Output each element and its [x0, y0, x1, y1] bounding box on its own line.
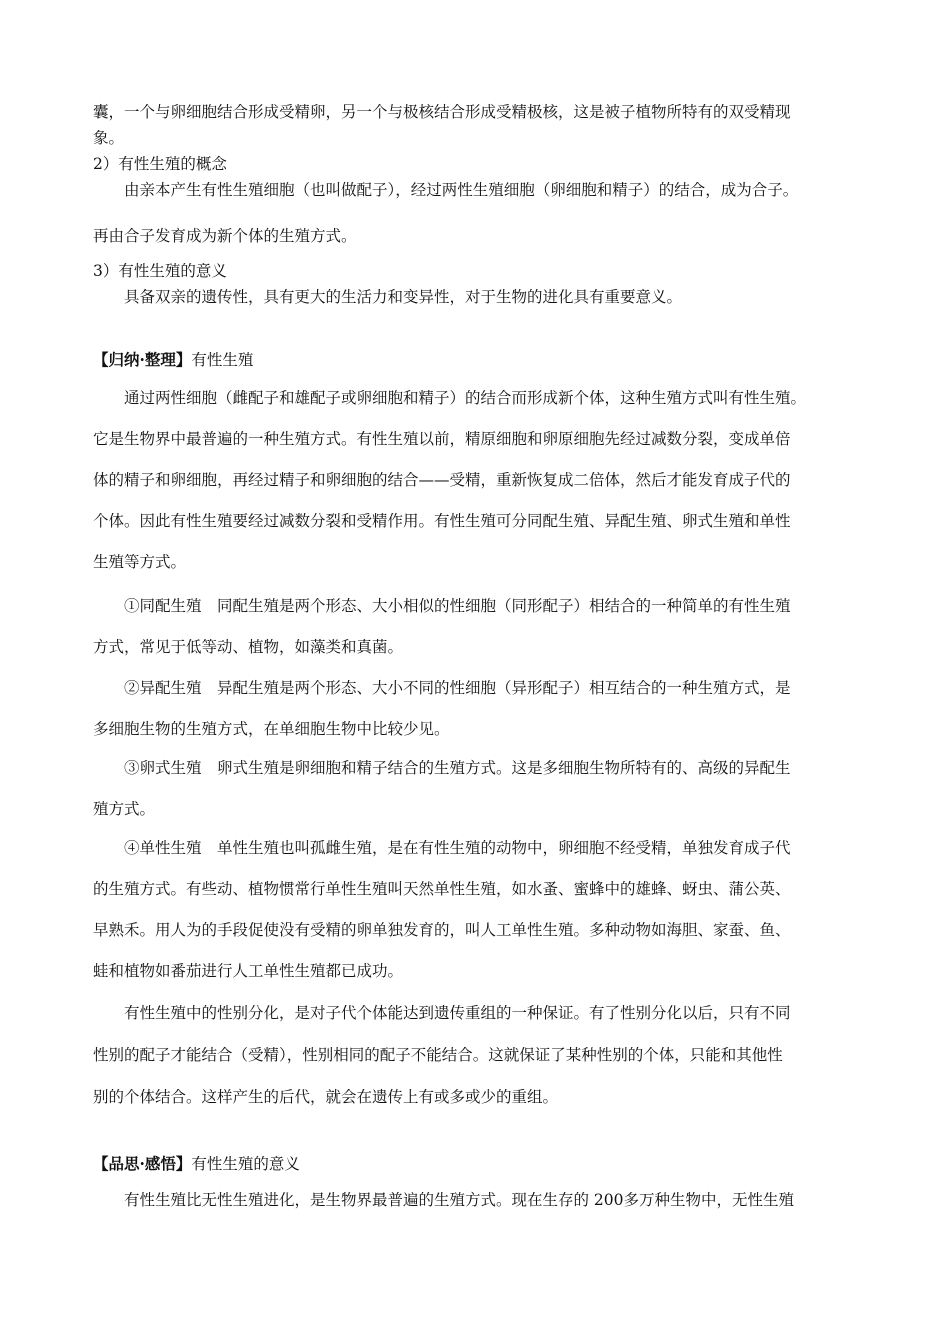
list-item: ②异配生殖 异配生殖是两个形态、大小不同的性细胞（异形配子）相互结合的一种生殖方式，是: [124, 679, 791, 697]
section-heading: 2）有性生殖的概念: [93, 155, 227, 173]
list-item: 的生殖方式。有些动、植物惯常行单性生殖叫天然单性生殖，如水蚤、蜜蜂中的雄蜂、蚜虫、蒲公英、: [93, 880, 791, 898]
body-text: 性别的配子才能结合（受精），性别相同的配子不能结合。这就保证了某种性别的个体，只能和其他性: [93, 1046, 783, 1064]
body-text: 有性生殖中的性别分化，是对子代个体能达到遗传重组的一种保证。有了性别分化以后，只有不同: [124, 1004, 791, 1022]
list-item: ③卵式生殖 卵式生殖是卵细胞和精子结合的生殖方式。这是多细胞生物所特有的、高级的异配生: [124, 759, 791, 777]
body-text: 个体。因此有性生殖要经过减数分裂和受精作用。有性生殖可分同配生殖、异配生殖、卵式生殖和单性: [93, 512, 791, 530]
body-text: 具备双亲的遗传性，具有更大的生活力和变异性，对于生物的进化具有重要意义。: [124, 288, 683, 306]
section-heading: 3）有性生殖的意义: [93, 262, 227, 280]
reflection-tag: 【品思·感悟】: [93, 1154, 192, 1173]
body-text: 象。: [93, 129, 125, 147]
list-item: 蛙和植物如番茄进行人工单性生殖都已成功。: [93, 962, 404, 980]
body-text: 有性生殖比无性生殖进化，是生物界最普遍的生殖方式。现在生存的 200多万种生物中，无性生殖: [124, 1191, 795, 1209]
body-text: 再由合子发育成为新个体的生殖方式。: [93, 227, 357, 245]
summary-tag: 【归纳·整理】: [93, 350, 192, 369]
list-item: ④单性生殖 单性生殖也叫孤雌生殖，是在有性生殖的动物中，卵细胞不经受精，单独发育成子代: [124, 839, 791, 857]
summary-title: 有性生殖: [191, 351, 254, 369]
reflection-title: 有性生殖的意义: [191, 1155, 300, 1173]
body-text: 囊，一个与卵细胞结合形成受精卵，另一个与极核结合形成受精极核，这是被子植物所特有的双受精现: [93, 103, 791, 121]
body-text: 通过两性细胞（雌配子和雄配子或卵细胞和精子）的结合而形成新个体，这种生殖方式叫有性生殖。: [124, 389, 807, 407]
reflection-heading: [93, 1154, 300, 1174]
summary-heading: [93, 350, 253, 370]
list-item: 早熟禾。用人为的手段促使没有受精的卵单独发育的，叫人工单性生殖。多种动物如海胆、家蚕、鱼、: [93, 921, 791, 939]
body-text: 它是生物界中最普遍的一种生殖方式。有性生殖以前，精原细胞和卵原细胞先经过减数分裂，变成单倍: [93, 430, 791, 448]
body-text: 生殖等方式。: [93, 553, 187, 571]
body-text: 体的精子和卵细胞，再经过精子和卵细胞的结合——受精，重新恢复成二倍体，然后才能发育成子代的: [93, 471, 791, 489]
body-text: 别的个体结合。这样产生的后代，就会在遗传上有或多或少的重组。: [93, 1088, 559, 1106]
body-text: 由亲本产生有性生殖细胞（也叫做配子），经过两性生殖细胞（卵细胞和精子）的结合，成为合子。: [124, 181, 799, 199]
list-item: 殖方式。: [93, 800, 156, 818]
list-item: 方式，常见于低等动、植物，如藻类和真菌。: [93, 638, 404, 656]
list-item: ①同配生殖 同配生殖是两个形态、大小相似的性细胞（同形配子）相结合的一种简单的有性生殖: [124, 597, 791, 615]
list-item: 多细胞生物的生殖方式，在单细胞生物中比较少见。: [93, 720, 450, 738]
